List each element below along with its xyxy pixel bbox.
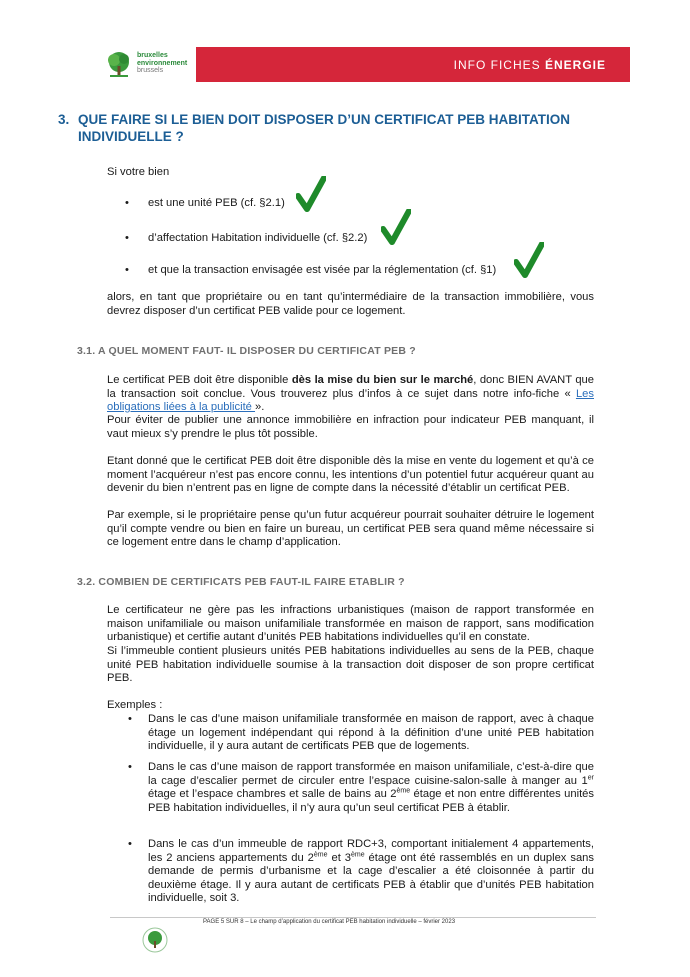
bullet-dot: •: [128, 838, 132, 850]
example-text: Dans le cas d’un immeuble de rapport RDC+3, comportant initialement 4 appartements, les 2 anciens appartements du 2: [148, 838, 594, 864]
checkmark-icon: [381, 209, 411, 245]
superscript: ème: [396, 787, 411, 795]
condition-item-1: est une unité PEB (cf. §2.1): [148, 197, 285, 209]
bullet-dot: •: [128, 761, 132, 773]
conclusion-paragraph: alors, en tant que propriétaire ou en tant qu’intermédiaire de la transaction immobilière, vous devrez disposer d’un certificat PEB valide pour ce logement.: [107, 291, 594, 317]
paragraph-certifier: Le certificateur ne gère pas les infractions urbanistiques (maison de rapport transformée en maison unifamiliale ou maison unifamiliale transformée en maison de rapport, sans modification urbanistique) et certifie autant d’unités PEB habitations individuelles qu’il en constate.: [107, 604, 594, 643]
section-title-line-1: QUE FAIRE SI LE BIEN DOIT DISPOSER D’UN CERTIFICAT PEB HABITATION: [78, 112, 571, 127]
superscript: ème: [350, 850, 365, 858]
superscript: ème: [313, 850, 328, 858]
section-3-1-heading: 3.1. A QUEL MOMENT FAUT- IL DISPOSER DU CERTIFICAT PEB ?: [77, 345, 416, 357]
superscript: er: [587, 773, 594, 781]
header-banner: [57, 47, 630, 82]
bullet-dot: •: [128, 713, 132, 725]
intro-text: Si votre bien: [107, 166, 170, 178]
example-text: étage et non entre différentes unités PEB habitation individuelles, il n’y aura qu’un seul certificat PEB à établir.: [148, 788, 594, 814]
emphasis-text: dès la mise du bien sur le marché: [291, 374, 474, 386]
bullet-dot: •: [125, 197, 129, 209]
section-3-2-heading: 3.2. COMBIEN DE CERTIFICATS PEB FAUT-IL FAIRE ETABLIR ?: [77, 576, 405, 588]
checkmark-icon: [296, 176, 326, 212]
example-text: étage ont été rassemblés en un duplex sans demande de permis d’urbanisme et la cage d’escalier a été cloisonnée à partir du deuxième étage. Il y aura autant de certificats PEB à établir que d’unités PEB habitation individuelle, soit 3.: [148, 851, 594, 904]
condition-item-2: d’affectation Habitation individuelle (cf. §2.2): [148, 232, 368, 244]
paragraph-text: Le certificat PEB doit être disponible: [107, 374, 292, 386]
banner-title-bold: ÉNERGIE: [544, 58, 606, 72]
example-text: étage et l’espace chambres et salle de bains au 2: [148, 788, 397, 800]
logo: [57, 47, 196, 82]
logo-line-2: environnement: [137, 59, 188, 67]
logo-line-1: bruxelles: [137, 52, 168, 59]
tree-logo-icon: [104, 51, 134, 79]
paragraph-text: ».: [255, 401, 265, 413]
logo-text: [137, 52, 187, 75]
example-text: et 3: [327, 851, 351, 864]
example-item-2: [148, 761, 594, 815]
examples-label: Exemples :: [107, 699, 163, 711]
condition-item-3: et que la transaction envisagée est visée par la réglementation (cf. §1): [148, 264, 497, 276]
footer-text: PAGE 5 SUR 8 – Le champ d’application du certificat PEB habitation individuelle – février 2023: [203, 919, 456, 925]
paragraph-multiple-units: Si l’immeuble contient plusieurs unités PEB habitations individuelles au sens de la PEB, chaque unité PEB habitation individuelle soumise à la transaction doit disposer de son propre certificat PEB.: [107, 645, 594, 684]
bullet-dot: •: [125, 264, 129, 276]
paragraph-example: Par exemple, si le propriétaire pense qu’un futur acquéreur pourrait souhaiter détruire le logement qu’il compte vendre ou bien en faire un bureau, un certificat PEB sera quand même nécessaire si ce logement entre dans le champ d’application.: [107, 509, 594, 548]
publicity-obligations-link[interactable]: Les obligations liées à la publicité: [107, 387, 594, 413]
checkmark-icon: [514, 242, 544, 278]
paragraph-text: , donc BIEN AVANT que la transaction soit conclue. Vous trouverez plus d’infos à ce sujet dans notre info-fiche «: [107, 374, 594, 400]
logo-line-3: brussels: [137, 67, 164, 74]
section-3-heading: [58, 111, 618, 145]
example-item-3: [148, 838, 594, 906]
footer-tree-logo-icon: [142, 927, 168, 953]
paragraph-buyer-intent: Etant donné que le certificat PEB doit être disponible dès la mise en vente du logement et qu’à ce moment l’acquéreur n’est pas encore connu, les intentions d’un potentiel futur acquéreur quant au devenir du bien n’entrent pas en ligne de compte dans la nécessité d’établir un certificat PEB.: [107, 455, 594, 494]
footer-divider: [110, 917, 596, 918]
paragraph-advice: Pour éviter de publier une annonce immobilière en infraction pour indicateur PEB manquant, il vaut mieux s’y prendre le plus tôt possible.: [107, 414, 594, 440]
banner-title-light: INFO FICHES: [453, 58, 541, 72]
banner-title: [454, 58, 606, 72]
bullet-dot: •: [125, 232, 129, 244]
paragraph-availability: [107, 374, 594, 415]
section-number: 3.: [58, 112, 70, 127]
example-item-1: Dans le cas d’une maison unifamiliale transformée en maison de rapport, avec à chaque étage un logement indépendant qui répond à la définition d’une unité PEB habitation individuelle, il y aura autant de certificats PEB que de logements.: [148, 713, 594, 752]
example-text: Dans le cas d’une maison de rapport transformée en maison unifamiliale, c’est-à-dire que la cage d’escalier permet de circuler entre l’espace cuisine-salon-salle à manger au 1: [148, 761, 594, 787]
section-title-line-2: INDIVIDUELLE ?: [78, 129, 184, 144]
